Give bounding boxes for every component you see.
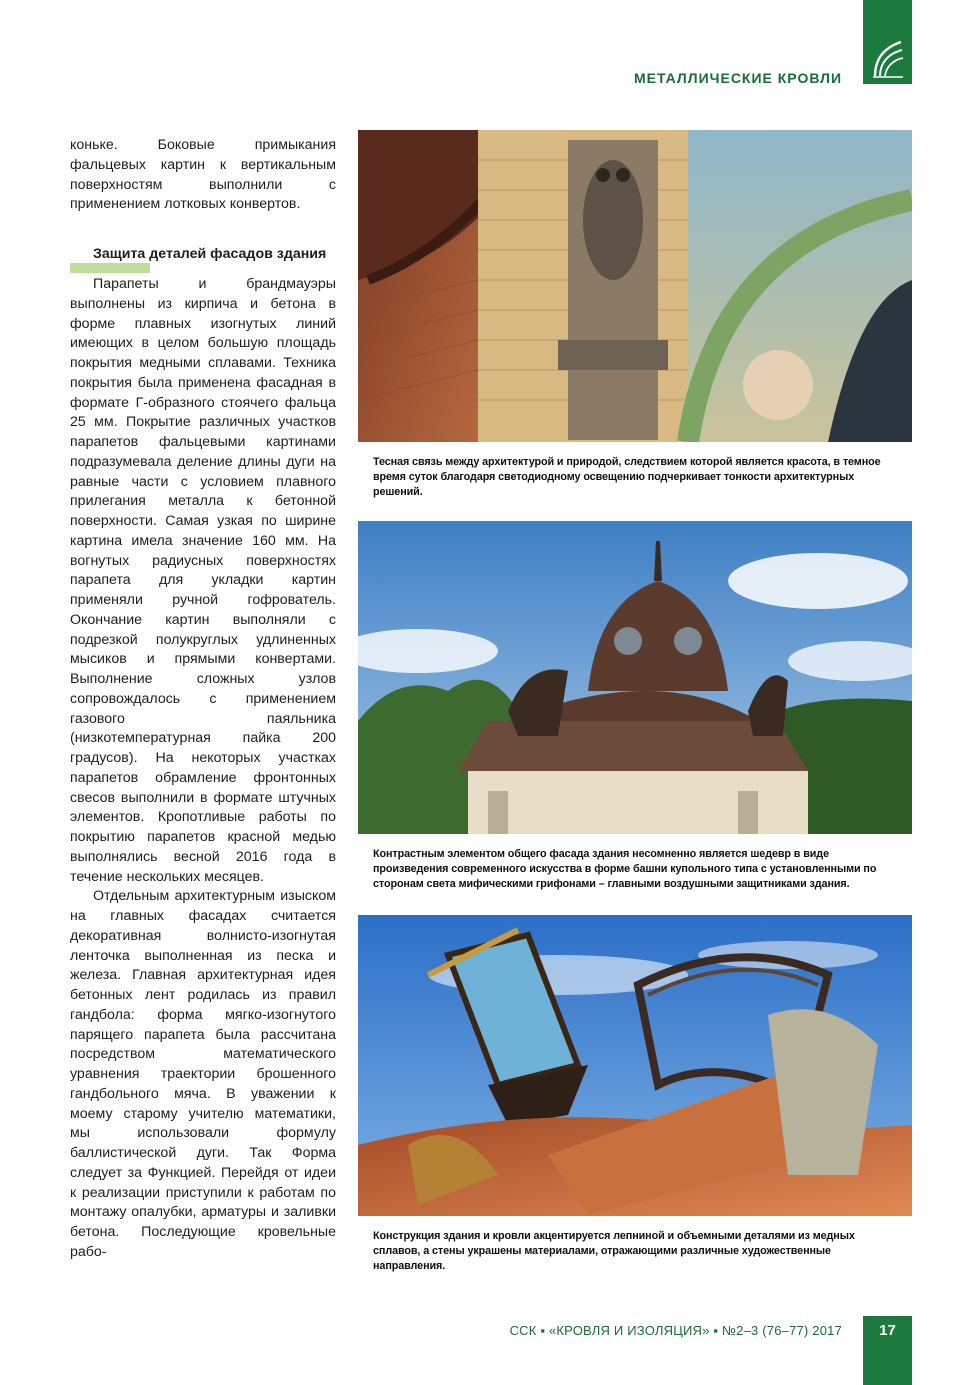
paragraph-intro: коньке. Боковые примыкания фальцевых картин к вертикальным поверхностям выполнили с применением лотковых конвертов.	[70, 137, 336, 213]
paragraph-ribbon: Отдельным архитектурным изыском на главных фасадах считается декоративная волнисто-изогнутая ленточка выполненная из песка и железа. Главная архитектурная идея бетонных лент родилась из правил гандбола: форма мягко-изогнутого парящего парапета была рассчитана посредством математического уравнения траектории брошенного гандбольного мяча. В уважении к моему старому учителю математики, мы использовали формулу баллистической дуги. Так Форма следует за Функцией. Перейдя от идеи к реализации приступили к работам по монтажу опалубки, арматуры и заливки бетона. Последующие кровельные рабо-	[70, 888, 336, 1260]
photo-lantern-copper	[358, 915, 912, 1216]
footer-publication: ССК ▪ «КРОВЛЯ И ИЗОЛЯЦИЯ» ▪ №2–3 (76–77) 2017	[509, 1323, 842, 1338]
paragraph-parapets: Парапеты и брандмауэры выполнены из кирпича и бетона в форме плавных изогнутых линий имеющих в целом большую площадь покрытия медными сплавами. Техника покрытия была применена фасадная в формате Г-образного стоячего фальца 25 мм. Покрытие различных участков парапетов фальцевыми картинами подразумевала деление длины дуги на равные части с условием плавного прилегания металла к бетонной поверхности. Самая узкая по ширине картина имела значение 160 мм. На вогнутых радиусных поверхностях парапета для укладки картин применяли ручной гофрователь. Окончание картин выполняли с подрезкой полукруглых удлиненных мысиков и прямыми конвертами. Выполнение сложных узлов сопровождалось с применением газового паяльника (низкотемпературная пайка 200 градусов). На некоторых участках парапетов обрамление фронтонных свесов выполнили в формате штучных элементов. Кропотливые работы по покрытию парапетов красной медью выполнялись весной 2016 года в течение нескольких месяцев.	[70, 276, 336, 885]
subheading: Защита деталей фасадов здания	[70, 245, 336, 263]
photo-caption-2: Контрастным элементом общего фасада здания несомненно является шедевр в виде произведения современного искусства в форме башни купольного типа с установленными по сторонам света мифическими грифонами – главными воздушными защитниками здания.	[373, 848, 877, 890]
page-number: 17	[863, 1316, 912, 1385]
leaf-swoosh-icon	[869, 38, 907, 80]
photo-caption-1: Тесная связь между архитектурой и природой, следствием которой является красота, в темное время суток благодаря светодиодному освещению подчеркивает тонкости архитектурных решений.	[373, 456, 881, 498]
article-body	[70, 136, 336, 1263]
section-title: МЕТАЛЛИЧЕСКИЕ КРОВЛИ	[633, 70, 842, 86]
photo-dome-griffins	[358, 521, 912, 834]
publication-logo	[863, 0, 912, 84]
photo-caption-3: Конструкция здания и кровли акцентируется лепниной и объемными деталями из медных сплавов, а стены украшены материалами, отражающими различные художественные направления.	[373, 1230, 855, 1272]
subheading-accent-bar	[70, 263, 150, 273]
photo-facade-owl	[358, 130, 912, 442]
